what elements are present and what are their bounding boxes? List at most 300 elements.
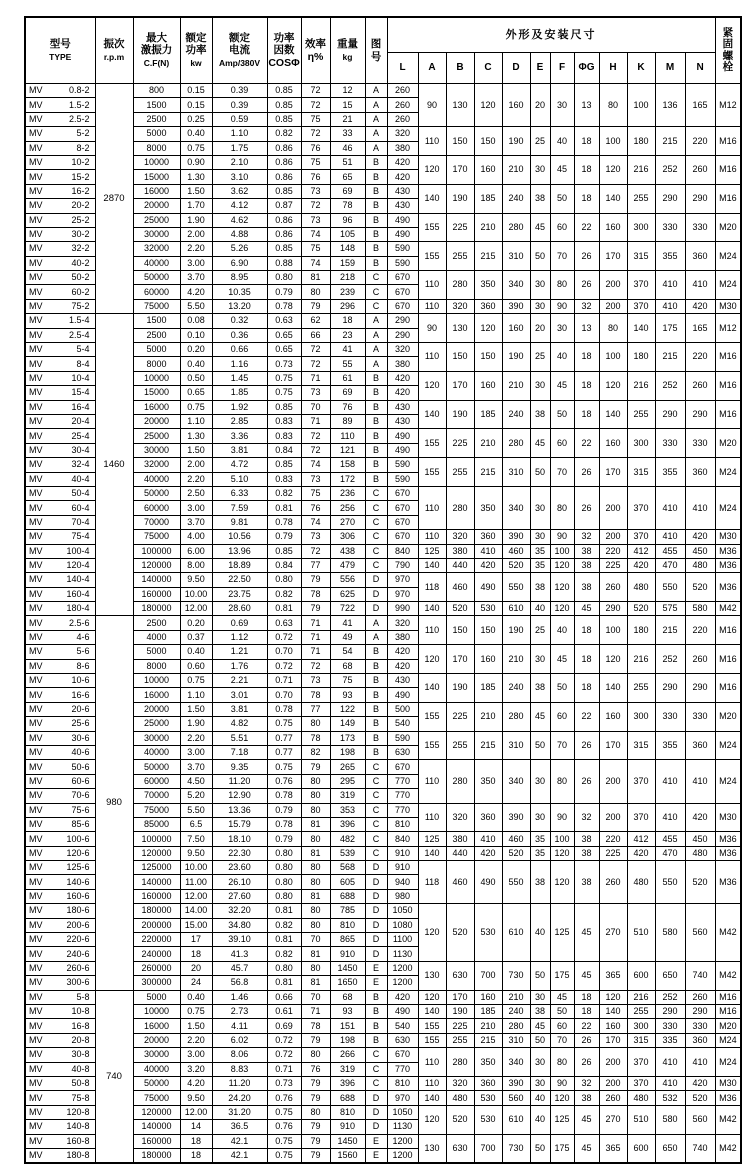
- dim-cell: 22: [574, 1019, 599, 1033]
- dim-cell: 30: [530, 1048, 550, 1077]
- type-prefix: MV: [29, 761, 43, 772]
- dim-cell: 210: [474, 213, 502, 242]
- cos-cell: 0.84: [267, 558, 301, 572]
- type-text: [26, 820, 95, 829]
- dim-cell: 170: [446, 371, 474, 400]
- weight-cell: 396: [330, 1076, 365, 1090]
- type-model: 120-6: [66, 847, 90, 858]
- fig-cell: B: [365, 717, 387, 731]
- power-cell: 1.50: [180, 702, 212, 716]
- weight-cell: 865: [330, 933, 365, 947]
- type-model: 30-4: [71, 444, 90, 455]
- type-model: 16-2: [71, 185, 90, 196]
- type-model: 30-2: [71, 229, 90, 240]
- cos-cell: 0.80: [267, 889, 301, 903]
- type-cell: [25, 774, 95, 788]
- type-model: 70-4: [71, 516, 90, 527]
- type-cell: [25, 84, 95, 98]
- cos-cell: 0.85: [267, 112, 301, 126]
- bolt-cell: M24: [715, 731, 741, 760]
- force-cell: 2500: [133, 616, 180, 630]
- weight-cell: 61: [330, 371, 365, 385]
- dim-cell: 170: [599, 731, 627, 760]
- dim-l-cell: 260: [387, 84, 418, 98]
- eff-cell: 62: [301, 314, 330, 328]
- dim-cell: 38: [574, 1091, 599, 1105]
- cos-cell: 0.86: [267, 170, 301, 184]
- dim-l-cell: 430: [387, 184, 418, 198]
- force-cell: 100000: [133, 832, 180, 846]
- bolt-cell: M24: [715, 760, 741, 803]
- current-cell: 22.50: [212, 573, 267, 587]
- current-cell: 3.81: [212, 443, 267, 457]
- cos-cell: 0.80: [267, 846, 301, 860]
- bolt-cell: M16: [715, 400, 741, 429]
- force-cell: 5000: [133, 990, 180, 1004]
- fig-cell: B: [365, 745, 387, 759]
- type-prefix: MV: [29, 703, 43, 714]
- type-prefix: MV: [29, 185, 43, 196]
- dim-cell: 330: [685, 702, 715, 731]
- type-model: 0.8-2: [68, 85, 90, 96]
- dim-cell: 365: [599, 961, 627, 990]
- fig-cell: C: [365, 544, 387, 558]
- spec-row: [25, 832, 741, 846]
- type-cell: [25, 544, 95, 558]
- dim-cell: 380: [446, 832, 474, 846]
- fig-cell: A: [365, 343, 387, 357]
- dim-cell: 13: [574, 84, 599, 127]
- dim-cell: 140: [418, 1091, 446, 1105]
- dim-l-cell: 420: [387, 990, 418, 1004]
- type-text: [26, 1050, 95, 1059]
- dim-cell: 390: [502, 1076, 530, 1090]
- dim-l-cell: 430: [387, 674, 418, 688]
- dim-l-cell: 290: [387, 328, 418, 342]
- type-cell: [25, 400, 95, 414]
- dim-cell: 216: [627, 371, 655, 400]
- force-cell: 20000: [133, 702, 180, 716]
- dim-cell: 110: [418, 343, 446, 372]
- header-line: 激振力: [140, 44, 173, 57]
- type-cell: [25, 98, 95, 112]
- current-cell: 4.11: [212, 1019, 267, 1033]
- power-cell: 4.20: [180, 1076, 212, 1090]
- type-cell: [25, 1019, 95, 1033]
- eff-cell: 80: [301, 789, 330, 803]
- cos-cell: 0.77: [267, 745, 301, 759]
- dim-cell: 140: [418, 674, 446, 703]
- dim-cell: 360: [474, 803, 502, 832]
- power-cell: 0.50: [180, 371, 212, 385]
- header-line: kg: [342, 51, 353, 62]
- dim-cell: 45: [550, 645, 574, 674]
- dim-cell: 370: [627, 271, 655, 300]
- cos-cell: 0.79: [267, 530, 301, 544]
- spec-row: [25, 1134, 741, 1148]
- dim-cell: 150: [446, 343, 474, 372]
- dim-cell: 200: [599, 803, 627, 832]
- current-cell: 5.10: [212, 472, 267, 486]
- dim-cell: 26: [574, 271, 599, 300]
- dim-cell: 532: [655, 1091, 685, 1105]
- current-cell: 4.88: [212, 227, 267, 241]
- dim-cell: 180: [627, 127, 655, 156]
- current-cell: 27.60: [212, 889, 267, 903]
- dim-cell: 280: [446, 271, 474, 300]
- dim-cell: 580: [655, 904, 685, 962]
- current-cell: 13.36: [212, 803, 267, 817]
- dim-cell: 280: [502, 213, 530, 242]
- dim-cell: 50: [550, 1005, 574, 1019]
- current-cell: 36.5: [212, 1120, 267, 1134]
- dim-cell: 290: [655, 184, 685, 213]
- dim-l-cell: 430: [387, 400, 418, 414]
- dim-cell: 210: [502, 645, 530, 674]
- type-model: 240-6: [66, 948, 90, 959]
- eff-cell: 72: [301, 199, 330, 213]
- dim-l-cell: 1050: [387, 1105, 418, 1119]
- dim-cell: 370: [627, 1076, 655, 1090]
- eff-cell: 71: [301, 616, 330, 630]
- dim-cell: 160: [474, 155, 502, 184]
- dim-cell: 290: [685, 184, 715, 213]
- type-text: [26, 1079, 95, 1088]
- power-cell: 6.00: [180, 544, 212, 558]
- dim-l-cell: 1200: [387, 1134, 418, 1148]
- cos-cell: 0.78: [267, 515, 301, 529]
- dim-cell: 120: [418, 155, 446, 184]
- dim-cell: 150: [446, 616, 474, 645]
- power-cell: 17: [180, 933, 212, 947]
- current-cell: 3.81: [212, 702, 267, 716]
- dim-cell: 38: [530, 861, 550, 904]
- spec-row: [25, 299, 741, 313]
- dim-cell: 110: [418, 271, 446, 300]
- dim-cell: 160: [474, 371, 502, 400]
- dim-cell: 80: [550, 486, 574, 529]
- power-cell: 4.20: [180, 285, 212, 299]
- dim-cell: 255: [627, 184, 655, 213]
- current-cell: 1.85: [212, 386, 267, 400]
- cos-cell: 0.61: [267, 1005, 301, 1019]
- bolt-cell: M30: [715, 803, 741, 832]
- header-line: kw: [190, 57, 202, 68]
- dim-cell: 110: [418, 486, 446, 529]
- dim-cell: 420: [474, 846, 502, 860]
- type-model: 60-4: [71, 502, 90, 513]
- dim-cell: 35: [530, 832, 550, 846]
- dim-cell: 200: [599, 486, 627, 529]
- force-cell: 160000: [133, 587, 180, 601]
- dim-cell: 30: [530, 803, 550, 832]
- cos-cell: 0.78: [267, 789, 301, 803]
- dim-l-cell: 430: [387, 199, 418, 213]
- bolt-cell: M16: [715, 184, 741, 213]
- dim-cell: 45: [550, 371, 574, 400]
- dim-cell: 550: [502, 861, 530, 904]
- dim-cell: 25: [530, 616, 550, 645]
- type-prefix: MV: [29, 85, 43, 96]
- dim-l-cell: 770: [387, 803, 418, 817]
- dim-cell: 460: [502, 832, 530, 846]
- dim-cell: 330: [655, 429, 685, 458]
- dim-cell: 310: [502, 458, 530, 487]
- bolt-cell: M12: [715, 84, 741, 127]
- cos-cell: 0.82: [267, 486, 301, 500]
- bolt-cell: M20: [715, 702, 741, 731]
- power-cell: 1.50: [180, 443, 212, 457]
- dim-cell: 610: [502, 904, 530, 962]
- type-text: [26, 158, 95, 167]
- bolt-cell: M12: [715, 314, 741, 343]
- dim-l-cell: 970: [387, 587, 418, 601]
- type-prefix: MV: [29, 545, 43, 556]
- type-cell: [25, 1134, 95, 1148]
- dim-cell: 38: [574, 573, 599, 602]
- weight-cell: 41: [330, 343, 365, 357]
- fig-cell: C: [365, 817, 387, 831]
- power-cell: 3.70: [180, 515, 212, 529]
- type-model: 260-6: [66, 963, 90, 974]
- type-text: [26, 1108, 95, 1117]
- dim-cell: 110: [418, 616, 446, 645]
- bolt-cell: M30: [715, 1076, 741, 1090]
- dim-cell: 280: [446, 1048, 474, 1077]
- bolt-cell: M36: [715, 861, 741, 904]
- power-cell: 12.00: [180, 889, 212, 903]
- type-text: [26, 345, 95, 354]
- type-prefix: MV: [29, 617, 43, 628]
- dim-l-cell: 1050: [387, 904, 418, 918]
- dim-cell: 300: [627, 213, 655, 242]
- dim-cell: 520: [446, 904, 474, 962]
- type-model: 40-8: [71, 1063, 90, 1074]
- cos-cell: 0.80: [267, 861, 301, 875]
- fig-cell: E: [365, 1148, 387, 1163]
- fig-cell: A: [365, 141, 387, 155]
- type-text: [26, 561, 95, 570]
- dim-cell: 225: [446, 702, 474, 731]
- current-cell: 13.96: [212, 544, 267, 558]
- power-cell: 0.75: [180, 674, 212, 688]
- dim-cell: 310: [502, 1033, 530, 1047]
- dim-cell: 26: [574, 242, 599, 271]
- type-prefix: MV: [29, 473, 43, 484]
- dim-cell: 315: [627, 731, 655, 760]
- header-line: r.p.m: [103, 51, 125, 62]
- fig-cell: C: [365, 1048, 387, 1062]
- weight-cell: 68: [330, 659, 365, 673]
- dim-cell: 120: [550, 602, 574, 616]
- dim-cell: 140: [418, 602, 446, 616]
- bolt-header-char: 栓: [722, 60, 734, 73]
- type-prefix: MV: [29, 790, 43, 801]
- type-text: [26, 748, 95, 757]
- eff-cell: 73: [301, 386, 330, 400]
- type-model: 32-2: [71, 243, 90, 254]
- dim-cell: 320: [446, 1076, 474, 1090]
- dim-l-cell: 420: [387, 386, 418, 400]
- weight-cell: 78: [330, 199, 365, 213]
- dim-cell: 410: [685, 486, 715, 529]
- spec-row: [25, 1005, 741, 1019]
- dim-l-cell: 380: [387, 357, 418, 371]
- type-cell: [25, 386, 95, 400]
- spec-row: [25, 645, 741, 659]
- type-prefix: MV: [29, 804, 43, 815]
- weight-cell: 296: [330, 299, 365, 313]
- eff-cell: 80: [301, 803, 330, 817]
- dim-cell: 300: [627, 429, 655, 458]
- dim-cell: 220: [685, 127, 715, 156]
- header-line: 振次: [103, 38, 125, 51]
- dim-cell: 160: [502, 84, 530, 127]
- cos-cell: 0.79: [267, 832, 301, 846]
- dim-cell: 38: [530, 400, 550, 429]
- eff-cell: 80: [301, 285, 330, 299]
- weight-cell: 396: [330, 817, 365, 831]
- eff-cell: 71: [301, 645, 330, 659]
- type-text: [26, 504, 95, 513]
- fig-cell: B: [365, 702, 387, 716]
- dim-l-cell: 970: [387, 573, 418, 587]
- type-text: [26, 906, 95, 915]
- type-cell: [25, 976, 95, 990]
- dim-cell: 215: [655, 343, 685, 372]
- force-cell: 16000: [133, 1019, 180, 1033]
- type-text: [26, 835, 95, 844]
- dim-cell: 330: [685, 213, 715, 242]
- dim-cell: 60: [550, 213, 574, 242]
- power-cell: 2.20: [180, 472, 212, 486]
- weight-cell: 75: [330, 674, 365, 688]
- current-cell: 6.33: [212, 486, 267, 500]
- current-cell: 26.10: [212, 875, 267, 889]
- type-model: 2.5-6: [68, 617, 90, 628]
- header-line: 效率: [305, 38, 326, 51]
- type-text: [26, 1122, 95, 1131]
- type-prefix: MV: [29, 142, 43, 153]
- spec-row: [25, 803, 741, 817]
- type-model: 50-2: [71, 272, 90, 283]
- type-prefix: MV: [29, 286, 43, 297]
- dim-cell: 130: [446, 84, 474, 127]
- force-cell: 125000: [133, 861, 180, 875]
- dim-cell: 170: [599, 1033, 627, 1047]
- force-cell: 20000: [133, 1033, 180, 1047]
- dim-cell: 330: [655, 702, 685, 731]
- dim-cell: 26: [574, 731, 599, 760]
- eff-cell: 72: [301, 544, 330, 558]
- dim-cell: 390: [502, 803, 530, 832]
- fig-cell: C: [365, 789, 387, 803]
- dim-cell: 60: [550, 702, 574, 731]
- eff-cell: 81: [301, 846, 330, 860]
- type-text: [26, 806, 95, 815]
- dim-cell: 190: [502, 127, 530, 156]
- dim-cell: 520: [685, 861, 715, 904]
- dim-cell: 140: [599, 1005, 627, 1019]
- dim-cell: 120: [418, 1105, 446, 1134]
- type-cell: [25, 702, 95, 716]
- bolt-cell: M24: [715, 1048, 741, 1077]
- bolt-cell: M16: [715, 343, 741, 372]
- type-text: [26, 1151, 95, 1160]
- type-text: [26, 619, 95, 628]
- type-prefix: MV: [29, 963, 43, 974]
- dim-cell: 252: [655, 371, 685, 400]
- bolt-cell: M30: [715, 530, 741, 544]
- power-cell: 1.30: [180, 429, 212, 443]
- eff-cell: 72: [301, 343, 330, 357]
- cos-cell: 0.85: [267, 242, 301, 256]
- force-cell: 240000: [133, 947, 180, 961]
- type-prefix: MV: [29, 459, 43, 470]
- type-prefix: MV: [29, 847, 43, 858]
- weight-cell: 265: [330, 760, 365, 774]
- dim-cell: 50: [550, 184, 574, 213]
- dim-cell: 410: [655, 299, 685, 313]
- power-cell: 12.00: [180, 602, 212, 616]
- dim-l-cell: 810: [387, 1076, 418, 1090]
- force-cell: 180000: [133, 602, 180, 616]
- fig-cell: D: [365, 875, 387, 889]
- dim-cell: 290: [599, 602, 627, 616]
- dim-cell: 700: [474, 1134, 502, 1163]
- force-cell: 1500: [133, 98, 180, 112]
- type-cell: [25, 832, 95, 846]
- dim-cell: 110: [418, 1048, 446, 1077]
- dim-cell: 252: [655, 155, 685, 184]
- dim-l-cell: 490: [387, 1005, 418, 1019]
- type-text: [26, 273, 95, 282]
- dim-l-cell: 670: [387, 515, 418, 529]
- type-model: 100-4: [66, 545, 90, 556]
- current-cell: 9.81: [212, 515, 267, 529]
- dim-cell: 390: [502, 530, 530, 544]
- dim-cell: 50: [530, 458, 550, 487]
- eff-cell: 78: [301, 688, 330, 702]
- fig-cell: A: [365, 616, 387, 630]
- type-prefix: MV: [29, 200, 43, 211]
- type-cell: [25, 141, 95, 155]
- dim-cell: 120: [550, 846, 574, 860]
- current-cell: 0.66: [212, 343, 267, 357]
- header-line: TYPE: [49, 51, 72, 62]
- cos-cell: 0.78: [267, 299, 301, 313]
- fig-cell: D: [365, 947, 387, 961]
- power-cell: 4.50: [180, 774, 212, 788]
- type-text: [26, 129, 95, 138]
- type-prefix: MV: [29, 128, 43, 139]
- type-cell: [25, 760, 95, 774]
- dim-l-cell: 590: [387, 256, 418, 270]
- dim-cell: 200: [599, 1048, 627, 1077]
- fig-cell: B: [365, 400, 387, 414]
- type-cell: [25, 429, 95, 443]
- power-cell: 0.08: [180, 314, 212, 328]
- column-header-rpm: [95, 17, 133, 84]
- type-prefix: MV: [29, 747, 43, 758]
- type-model: 25-4: [71, 430, 90, 441]
- dim-l-cell: 290: [387, 314, 418, 328]
- power-cell: 14.00: [180, 904, 212, 918]
- type-prefix: MV: [29, 732, 43, 743]
- fig-cell: B: [365, 688, 387, 702]
- dim-cell: 260: [599, 1091, 627, 1105]
- dim-cell: 510: [627, 1105, 655, 1134]
